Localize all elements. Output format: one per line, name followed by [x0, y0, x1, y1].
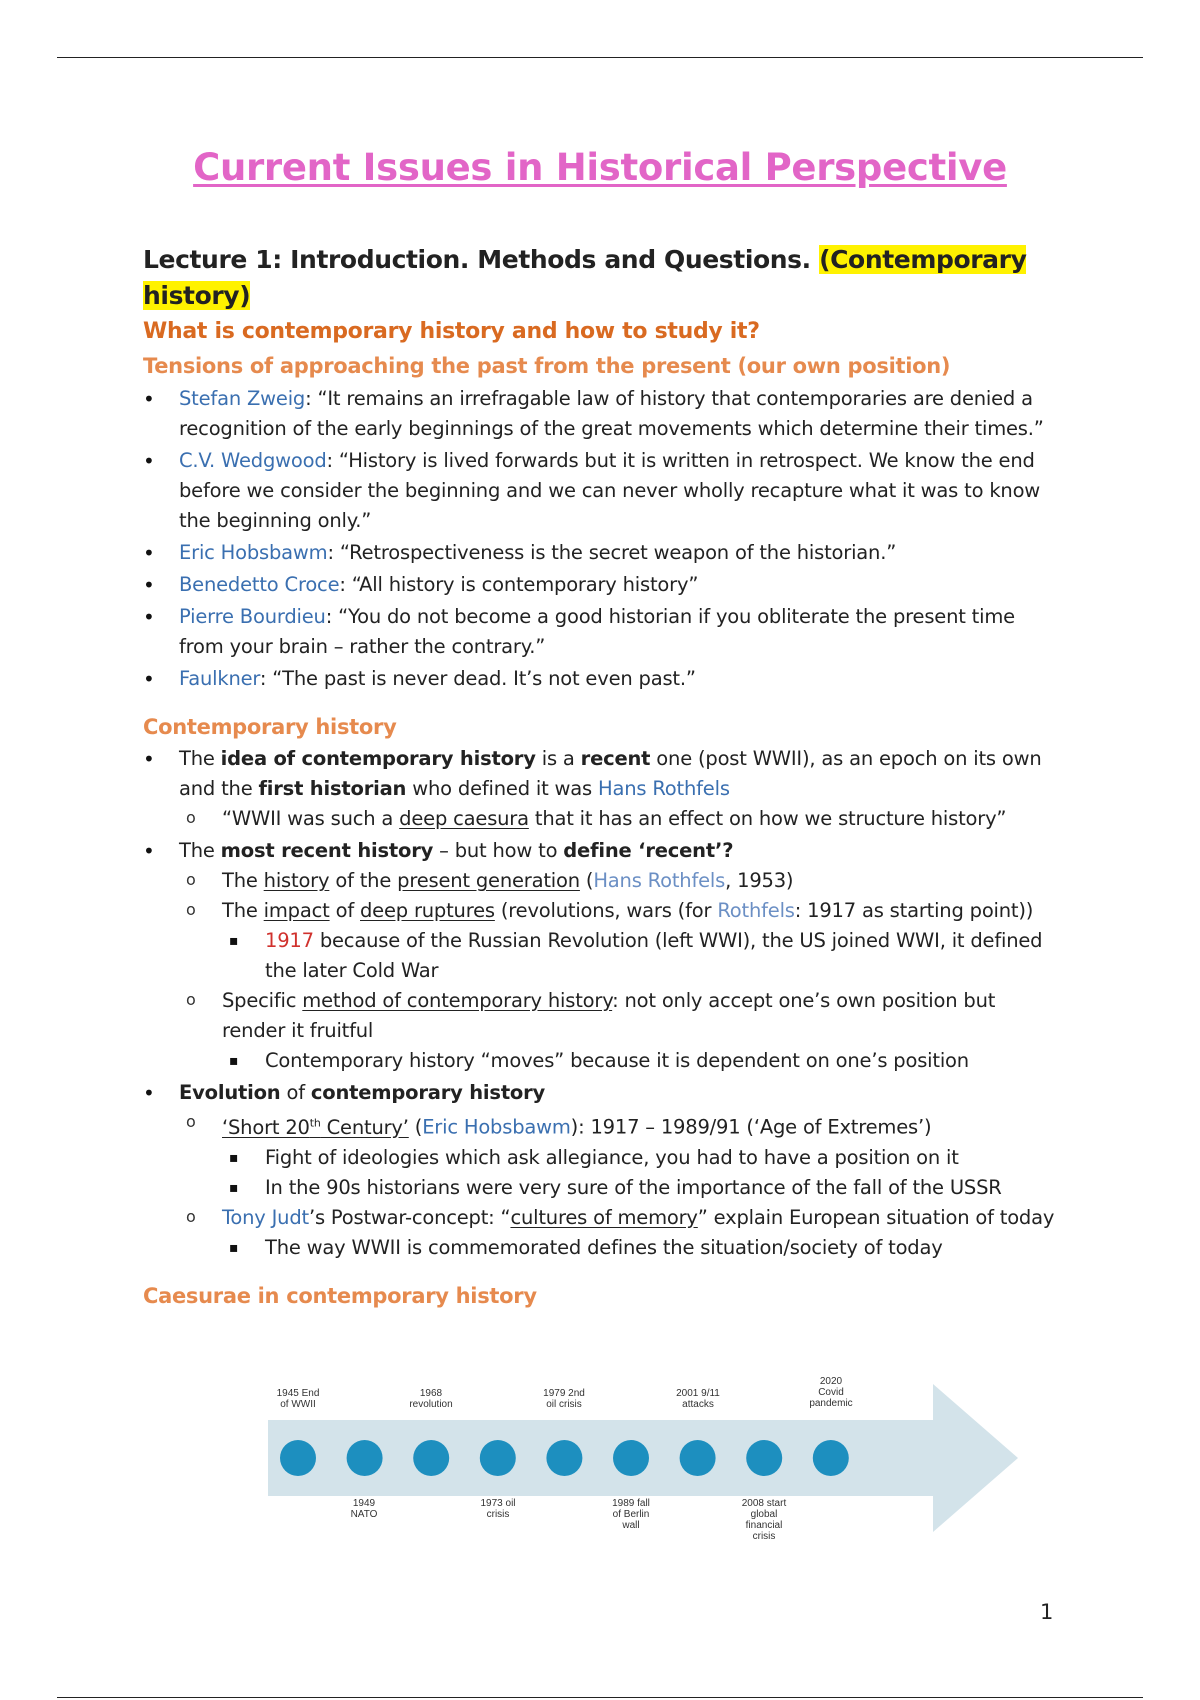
list-item: [143, 1078, 1063, 1263]
text: of: [280, 1081, 311, 1104]
list-item: [143, 744, 1063, 834]
list-item: [143, 538, 1063, 568]
bold-text: most recent history: [220, 839, 434, 862]
lecture-heading: [143, 242, 1063, 314]
quote-author: C.V. Wedgwood: [179, 449, 327, 472]
quote-text: : “You do not become a good historian if you obliterate the present time from your brain – rather the contrary.”: [179, 605, 1015, 658]
list-item: [143, 664, 1063, 694]
sub-sub-list-item: [222, 926, 1063, 986]
timeline-bottom-labels: [351, 1498, 787, 1542]
timeline-dots: [280, 1440, 849, 1476]
underlined-text: history: [263, 869, 330, 892]
text: (revolutions, wars (for: [494, 899, 718, 922]
timeline-top-labels: [277, 1376, 853, 1410]
timeline-dot: [280, 1440, 316, 1476]
sub-list-item: [179, 896, 1063, 986]
timeline-dot: [746, 1440, 782, 1476]
historian-name: Hans Rothfels: [593, 869, 726, 892]
sub-list: [179, 866, 1063, 1076]
tensions-heading: Tensions of approaching the past from the present (our own position): [143, 354, 951, 378]
text: who defined it was: [406, 777, 598, 800]
bottom-rule: [57, 1697, 1143, 1698]
underlined-text: impact: [263, 899, 330, 922]
bold-text: contemporary history: [310, 1081, 546, 1104]
bold-text: idea of contemporary history: [220, 747, 536, 770]
document-title: Current Issues in Historical Perspective: [193, 146, 1007, 189]
quote-text: : “All history is contemporary history”: [339, 573, 699, 596]
text: The: [179, 747, 221, 770]
sub-sub-list-item: ▪ Fight of ideologies which ask allegiance, you had to have a position on it: [222, 1143, 1063, 1173]
text: : 1917 as starting point)): [794, 899, 1034, 922]
caesurae-heading: Caesurae in contemporary history: [143, 1283, 537, 1308]
lecture-heading-text: Lecture 1: Introduction. Methods and Questions.: [143, 245, 811, 274]
timeline-label: 1989 fall of Berlin wall: [612, 1498, 650, 1531]
text: (: [579, 869, 594, 892]
sub-list-item: [179, 1108, 1063, 1203]
text: ): 1917 – 1989/91 (‘Age of Extremes’): [570, 1115, 932, 1139]
list-item: [143, 602, 1063, 662]
quote-author: Eric Hobsbawm: [179, 541, 328, 564]
quote-text: : “History is lived forwards but it is written in retrospect. We know the end before we consider the beginning and we can never wholly recapture what it was to know the beginning only.”: [179, 449, 1041, 532]
sub-sub-list-item: ▪ The way WWII is commemorated defines the situation/society of today: [222, 1233, 1063, 1263]
sub-sub-list-item: ▪ In the 90s historians were very sure of the importance of the fall of the USSR: [222, 1173, 1063, 1203]
text: Specific: [222, 989, 303, 1012]
question-heading: What is contemporary history and how to study it?: [143, 319, 760, 344]
underlined-text: deep ruptures: [360, 899, 495, 922]
document-body: [143, 242, 1063, 1313]
highlighted-topic: (Contemporary history): [143, 245, 1027, 310]
text: : not only accept one’s own position but render it fruitful: [222, 989, 996, 1042]
timeline-dot: [546, 1440, 582, 1476]
historian-name: Eric Hobsbawm: [422, 1115, 571, 1139]
quote-list: [143, 384, 1063, 694]
text: The: [222, 899, 264, 922]
timeline-label: 1945 End of WWII: [276, 1388, 320, 1410]
timeline-label: 2020 Covid pandemic: [809, 1376, 853, 1409]
timeline-label: 1949 NATO: [350, 1498, 378, 1520]
bold-text: define ‘recent’?: [563, 839, 734, 862]
underlined-text: [222, 1116, 409, 1139]
page-number: 1: [1040, 1600, 1054, 1624]
list-item: [143, 384, 1063, 444]
text: is a: [535, 747, 581, 770]
text: “WWII was such a: [222, 807, 400, 830]
text: The: [222, 869, 264, 892]
sub-sub-list-item: ▪ Contemporary history “moves” because it is dependent on one’s position: [222, 1046, 1063, 1076]
text: – but how to: [433, 839, 564, 862]
top-rule: [57, 57, 1143, 58]
sub-list: [179, 1108, 1063, 1263]
caesurae-timeline: [143, 1368, 1043, 1568]
timeline-dot: [347, 1440, 383, 1476]
text: ’s Postwar-concept: “: [308, 1205, 511, 1229]
timeline-label: 1973 oil crisis: [480, 1498, 516, 1520]
text: one (post WWII), as an epoch on its own and the: [179, 747, 1042, 800]
sub-list-item: [179, 1203, 1063, 1263]
bold-text: recent: [580, 747, 651, 770]
bold-text: first historian: [258, 777, 407, 800]
sub-sub-list: [222, 1143, 1063, 1203]
timeline-label: 2001 9/11 attacks: [676, 1388, 720, 1410]
text: of the: [329, 869, 398, 892]
timeline-label: 2008 start global financial crisis: [741, 1498, 787, 1542]
quote-text: : “The past is never dead. It’s not even past.”: [259, 667, 696, 690]
sub-list-item: [179, 866, 1063, 896]
timeline-label: 1979 2nd oil crisis: [543, 1388, 585, 1410]
timeline-dot: [413, 1440, 449, 1476]
list-item: [143, 446, 1063, 536]
text: Century’: [320, 1115, 409, 1139]
text: that it has an effect on how we structure history”: [528, 807, 1007, 830]
list-item: [143, 570, 1063, 600]
sub-sub-list: [222, 926, 1063, 986]
sub-sub-list: [222, 1046, 1063, 1076]
underlined-text: deep caesura: [399, 807, 529, 830]
contemporary-list: [143, 744, 1063, 1263]
text: (: [408, 1115, 423, 1139]
quote-text: : “Retrospectiveness is the secret weapon of the historian.”: [327, 541, 897, 564]
text: of: [329, 899, 360, 922]
underlined-text: present generation: [397, 869, 580, 892]
sub-sub-list: [222, 1233, 1063, 1263]
historian-name: Rothfels: [717, 899, 795, 922]
quote-text: : “It remains an irrefragable law of history that contemporaries are denied a recognition of the early beginnings of the great movements which determine their times.”: [179, 387, 1044, 440]
text: The: [179, 839, 221, 862]
historian-name: Tony Judt: [222, 1205, 309, 1229]
timeline-dot: [680, 1440, 716, 1476]
timeline-dot: [813, 1440, 849, 1476]
timeline-label: 1968 revolution: [409, 1388, 453, 1410]
sub-list-item: [179, 804, 1063, 834]
quote-author: Benedetto Croce: [179, 573, 340, 596]
timeline-graphic: [143, 1368, 1043, 1568]
text: ” explain European situation of today: [697, 1205, 1055, 1229]
sub-list: [179, 804, 1063, 834]
text: ‘Short 20: [222, 1115, 310, 1139]
bold-text: Evolution: [179, 1081, 281, 1104]
underlined-text: cultures of memory: [510, 1205, 698, 1229]
sub-list-item: [179, 986, 1063, 1076]
contemporary-history-heading: Contemporary history: [143, 715, 397, 739]
list-item: [143, 836, 1063, 1076]
historian-name: Hans Rothfels: [598, 777, 730, 800]
quote-author: Faulkner: [179, 667, 260, 690]
text: , 1953): [725, 869, 794, 892]
timeline-dot: [480, 1440, 516, 1476]
year-highlight: 1917: [265, 929, 314, 952]
text: because of the Russian Revolution (left WWI), the US joined WWI, it defined the later Cold War: [265, 929, 1043, 982]
quote-author: Pierre Bourdieu: [179, 605, 326, 628]
superscript: th: [309, 1116, 321, 1129]
underlined-text: method of contemporary history: [302, 989, 613, 1012]
quote-author: Stefan Zweig: [179, 387, 306, 410]
timeline-dot: [613, 1440, 649, 1476]
